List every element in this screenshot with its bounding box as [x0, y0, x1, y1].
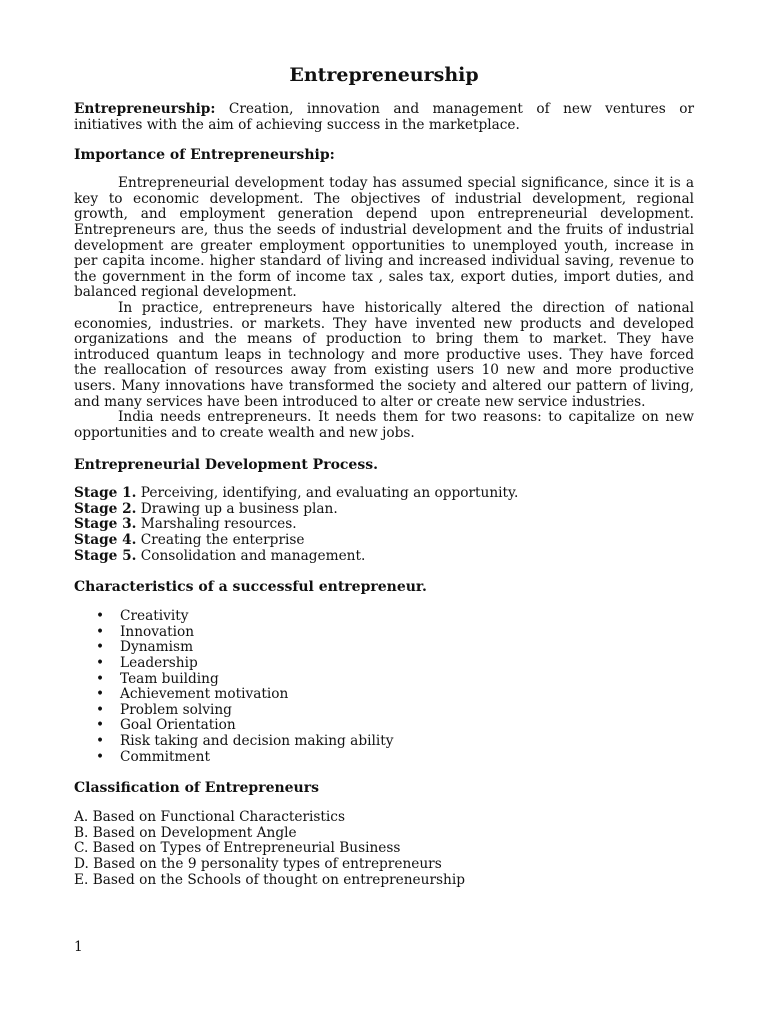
page-title: Entrepreneurship: [289, 64, 479, 86]
stage-label: Stage 4.: [74, 532, 137, 549]
list-item: • Achievement motivation: [74, 687, 694, 703]
stage-label: Stage 3.: [74, 516, 137, 533]
stage-text: Marshaling resources.: [136, 516, 297, 533]
document-page: [74, 62, 694, 888]
importance-paragraph-1: Entrepreneurial development today has assumed special significance, since it is a key to economic development. The objectives of industrial development, regional growth, and employment generation depend upon entrepreneurial development. Entrepreneurs are, thus the seeds of industrial development and the fruits of industrial development are greater employment opportunities to unemployed youth, increase in per capita income. higher standard of living and increased individual saving, revenue to the government in the form of income tax , sales tax, export duties, import duties, and balanced regional development.: [74, 175, 694, 301]
list-item: • Risk taking and decision making ability: [74, 734, 694, 750]
stage-text: Creating the enterprise: [136, 532, 305, 549]
list-item: D. Based on the 9 personality types of entrepreneurs: [74, 855, 442, 872]
list-item: A. Based on Functional Characteristics: [74, 809, 345, 826]
stage-label: Stage 2.: [74, 500, 137, 517]
page-number: 1: [74, 939, 83, 955]
classification-heading: Classification of Entrepreneurs: [74, 780, 319, 797]
importance-heading: Importance of Entrepreneurship:: [74, 147, 335, 164]
stage-item: [74, 517, 694, 533]
stage-label: Stage 1.: [74, 485, 137, 502]
classification-list: [74, 810, 694, 888]
stage-item: [74, 502, 694, 518]
list-item: E. Based on the Schools of thought on entrepreneurship: [74, 871, 465, 888]
list-item: • Problem solving: [74, 703, 694, 719]
list-item: • Creativity: [74, 609, 694, 625]
stage-text: Perceiving, identifying, and evaluating an opportunity.: [136, 485, 519, 502]
characteristics-list: [74, 609, 694, 765]
stage-label: Stage 5.: [74, 547, 137, 564]
list-item: • Team building: [74, 672, 694, 688]
definition-term: Entrepreneurship:: [74, 101, 216, 117]
stage-text: Consolidation and management.: [136, 547, 366, 564]
definition-paragraph: [74, 102, 694, 133]
stage-item: [74, 486, 694, 502]
process-heading: Entrepreneurial Development Process.: [74, 457, 378, 474]
importance-paragraph-3: India needs entrepreneurs. It needs them for two reasons: to capitalize on new opportunities and to create wealth and new jobs.: [74, 409, 694, 441]
list-item: • Commitment: [74, 750, 694, 766]
stage-item: [74, 533, 694, 549]
stage-list: [74, 486, 694, 564]
list-item: • Leadership: [74, 656, 694, 672]
stage-item: [74, 549, 694, 565]
list-item: C. Based on Types of Entrepreneurial Business: [74, 840, 401, 857]
list-item: • Dynamism: [74, 640, 694, 656]
list-item: • Innovation: [74, 625, 694, 641]
characteristics-heading: Characteristics of a successful entrepreneur.: [74, 579, 427, 596]
definition-text: Creation, innovation and management of new ventures or initiatives with the aim of achieving success in the marketplace.: [74, 101, 694, 133]
list-item: • Goal Orientation: [74, 718, 694, 734]
stage-text: Drawing up a business plan.: [136, 500, 338, 517]
importance-paragraph-2: In practice, entrepreneurs have historically altered the direction of national economies, industries. or markets. They have invented new products and developed organizations and the means of production to bring them to market. They have introduced quantum leaps in technology and more productive uses. They have forced the reallocation of resources away from existing users 10 new and more productive users. Many innovations have transformed the society and altered our pattern of living, and many services have been introduced to alter or create new service industries.: [74, 299, 694, 410]
list-item: B. Based on Development Angle: [74, 824, 297, 841]
